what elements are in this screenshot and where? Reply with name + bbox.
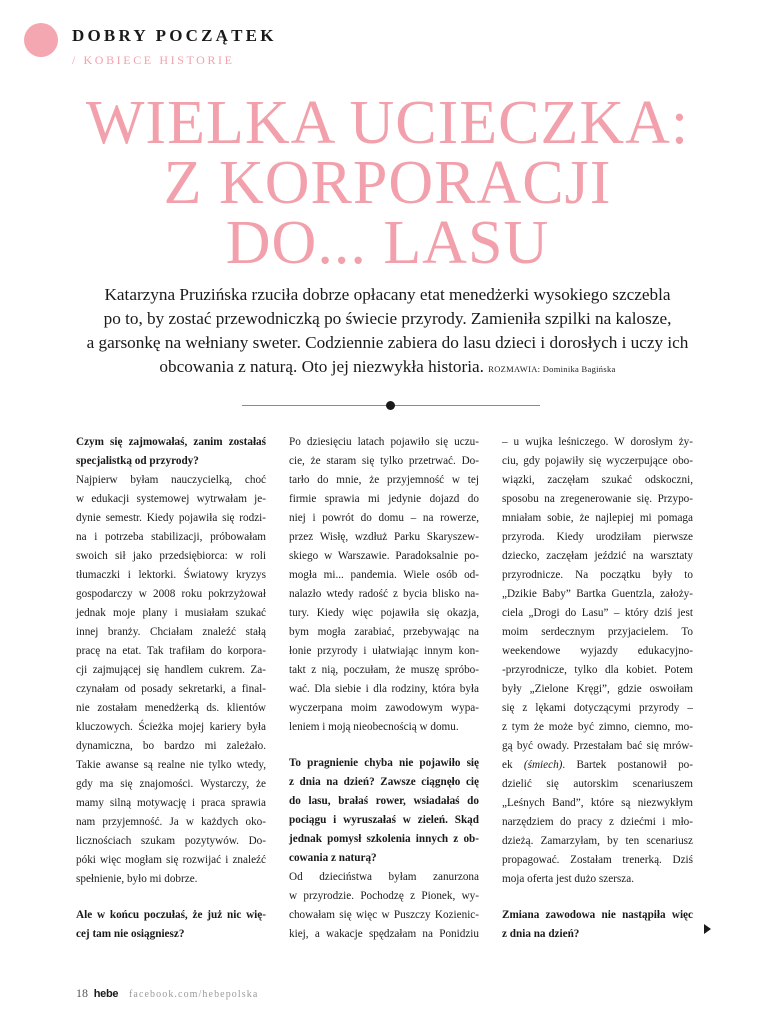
answer-line: Takie awanse są realne nie tylko wtedy,: [76, 759, 266, 771]
article-column-2: [289, 433, 479, 944]
answer-line: takt z nią, poczułam, że muszę spróbo-: [289, 664, 479, 676]
answer-line: ciela „Drogi do Lasu” – który dziś jest: [502, 607, 693, 619]
answer-line: sposobu na zregenerowanie się. Przypo-: [502, 493, 693, 505]
answer-line: mamy silną motywację i praca sprawia: [76, 797, 266, 809]
page-number: 18: [76, 986, 88, 1000]
answer-line: czynałam od posady sekretarki, a final-: [76, 683, 266, 695]
answer-line: cie, że staram się tylko przetrwać. Do-: [289, 455, 479, 467]
question-line: jednak pomysł szkolenia innych z ob-: [289, 833, 479, 845]
answer-line: – u wujka leśniczego. W dorosłym ży-: [502, 436, 693, 448]
answer-line: „Dzikie Baby” Bartka Guentzla, założy-: [502, 588, 693, 600]
answer-line: niej i powrót do domu – na rowerze,: [289, 512, 479, 524]
answer-line: moja oferta jest dużo szersza.: [502, 873, 635, 885]
lead-paragraph: [60, 283, 715, 381]
answer-line: -przyrodnicze, tylko dla kobiet. Potem: [502, 664, 693, 676]
question-line: specjalistką od przyrody?: [76, 455, 199, 467]
answer-line: nam przyjemność. Ja w każdych oko-: [76, 816, 266, 828]
lead-line: obcowania z naturą. Oto jej niezwykła historia.: [159, 357, 484, 376]
section-marker-dot: [24, 23, 58, 57]
answer-line: dziecko, zaczęłam jeździć na warsztaty: [502, 550, 693, 562]
answer-line: gą być owady. Przestałam bać się mrów-: [502, 740, 693, 752]
answer-line: tarło do mnie, że przyjemność w tej: [289, 474, 479, 486]
answer-line: nie zostałam menedżerką ds. klientów: [76, 702, 266, 714]
article-column-3: [502, 433, 693, 944]
answer-line: dynamiczna, bo bardzo mi zależało.: [76, 740, 266, 752]
question-line: z dnia na dzień?: [502, 928, 580, 940]
answer-line: innej branży. Chciałam znaleźć stałą: [76, 626, 266, 638]
answer-line: jednak moje plany i musiałam szukać: [76, 607, 266, 619]
answer-line: bym mogła zarabiać, przebywając na: [289, 626, 479, 638]
answer-line: firmie sprawia mi jedynie dojazd do: [289, 493, 479, 505]
answer-line: propagować. Zostałam trenerką. Dziś: [502, 854, 693, 866]
paragraph-gap: [76, 889, 266, 906]
section-subtitle: / KOBIECE HISTORIE: [72, 53, 235, 67]
answer-line: Po dziesięciu latach pojawiło się uczu-: [289, 436, 479, 448]
answer-line: wać. Dla siebie i dla rodziny, która była: [289, 683, 479, 695]
lead-line: Katarzyna Pruzińska rzuciła dobrze opłacany etat menedżerki wysokiego szczebla: [104, 285, 671, 304]
answer-line: mogła mi... pandemia. Wiele osób od-: [289, 569, 479, 581]
answer-line: nalazło wtedy radość z bycia blisko na-: [289, 588, 479, 600]
footer-link[interactable]: facebook.com/hebepolska: [128, 989, 259, 1000]
answer-line: się z lękami dotyczącymi przyrody –: [502, 702, 693, 714]
question-line: cej tam nie osiągniesz?: [76, 928, 185, 940]
question-line: cowania z naturą?: [289, 852, 377, 864]
answer-line: z tym że może być zimno, ciemno, mo-: [502, 721, 693, 733]
paragraph-gap: [289, 737, 479, 754]
answer-line: przez Wisłę, wzdłuż Parku Skaryszew-: [289, 531, 479, 543]
answer-line: kluczowych. Ścieżka mojej kariery była: [76, 721, 266, 733]
answer-line: mniałam sobie, że najlepiej mi pomaga: [502, 512, 693, 524]
answer-line: moim serdecznym przyjacielem. To: [502, 626, 693, 638]
answer-line: pracę na etat. Tak trafiłam do korpora-: [76, 645, 266, 657]
paragraph-gap: [502, 889, 693, 906]
article-column-1: [76, 433, 266, 944]
answer-line: na i potrzeba stabilizacji, próbowałam: [76, 531, 266, 543]
answer-line: leniem i moją nieobecnością w domu.: [289, 721, 459, 733]
answer-line: dynie semestr. Kiedy pojawiła się rodzi-: [76, 512, 266, 524]
answer-line: swoich sił jako przedsiębiorca: w roli: [76, 550, 266, 562]
answer-line: Od dzieciństwa byłam zanurzona: [289, 871, 479, 883]
question-line: Czym się zajmowałaś, zanim zostałaś: [76, 436, 266, 448]
answer-line: dzielić się autorskim scenariuszem: [502, 778, 693, 790]
answer-line: kiej, a wakacje spędzałam na Ponidziu: [289, 928, 479, 940]
answer-line: przyrodnicze. Na początku były to: [502, 569, 693, 581]
interview-credit: ROZMAWIA: Dominika Bagińska: [488, 364, 616, 374]
headline-line-1: WIELKA UCIECZKA:: [85, 89, 690, 157]
question-line: To pragnienie chyba nie pojawiło się: [289, 757, 479, 769]
answer-line: tłumaczki i lektorki. Światowy kryzys: [76, 569, 266, 581]
answer-line: w przyrodzie. Pochodzę z Pionek, wy-: [289, 890, 479, 902]
question-line: pociągu i wyruszałaś w zieleń. Skąd: [289, 814, 479, 826]
answer-line: cji zajmującej się handlem cukrem. Za-: [76, 664, 266, 676]
answer-line: tury. Kiedy więc pojawiła się okazja,: [289, 607, 479, 619]
brand-logo: hebe: [93, 988, 119, 1000]
answer-line: ek (śmiech). Bartek postanowił po-: [502, 759, 693, 771]
answer-line: wiązki, zaczęłam szukać odskoczni,: [502, 474, 693, 486]
answer-line: chowałam się więc w Puszczy Kozienic-: [289, 909, 479, 921]
answer-line: „Leśnych Band”, które są niezwykłym: [502, 797, 693, 809]
lead-line: po to, by zostać przewodniczką po świecie przyrody. Zamieniła szpilki na kalosze,: [103, 309, 672, 328]
answer-line: spełnienie, było mi dobrze.: [76, 873, 198, 885]
lead-line-last: [60, 355, 715, 381]
page-footer: [76, 986, 258, 1001]
answer-line: wyczerpana moim zawodowym wypa-: [289, 702, 479, 714]
lead-line: a garsonkę na wełniany sweter. Codziennie zabiera do lasu dzieci i dorosłych i uczy ich: [86, 333, 689, 352]
question-line: z dnia na dzień? Zawsze ciągnęło cię: [289, 776, 479, 788]
answer-line: narzędziem do pracy z dziećmi i mło-: [502, 816, 693, 828]
question-line: do lasu, brałaś rower, wsiadałaś do: [289, 795, 479, 807]
answer-line: Najpierw byłam nauczycielką, choć: [76, 474, 266, 486]
divider-dot: [386, 401, 395, 410]
answer-line: póki więc mogłam się rozwijać i znaleźć: [76, 854, 266, 866]
continue-arrow-icon: [704, 924, 711, 934]
answer-line: łonie przyrody i ułatwiając innym kon-: [289, 645, 479, 657]
answer-line: licznościach szukam pozytywów. Do-: [76, 835, 266, 847]
answer-line: skiego w Warszawie. Paradoksalnie po-: [289, 550, 479, 562]
answer-line: ciu, gdy pojawiły się wyczerpujące obo-: [502, 455, 693, 467]
headline-line-3: DO... LASU: [225, 209, 550, 277]
headline-line-2: Z KORPORACJI: [163, 149, 612, 217]
question-line: Zmiana zawodowa nie nastąpiła więc: [502, 909, 693, 921]
section-title: DOBRY POCZĄTEK: [72, 26, 277, 45]
answer-line: gdy ma się znajomości. Wystarczy, że: [76, 778, 266, 790]
answer-line: weekendowe wyjazdy edukacyjno-: [502, 645, 693, 657]
answer-line: gospodarczy w 2008 roku pokrzyżował: [76, 588, 266, 600]
question-line: Ale w końcu poczułaś, że już nic wię-: [76, 909, 266, 921]
answer-line: w edukacji systemowej wytrwałam je-: [76, 493, 266, 505]
answer-line: przyroda. Kiedy urodziłam pierwsze: [502, 531, 693, 543]
answer-line: dzieżą. Zamarzyłam, by ten scenariusz: [502, 835, 693, 847]
answer-line: były „Zielone Kręgi”, gdzie oswoiłam: [502, 683, 693, 695]
